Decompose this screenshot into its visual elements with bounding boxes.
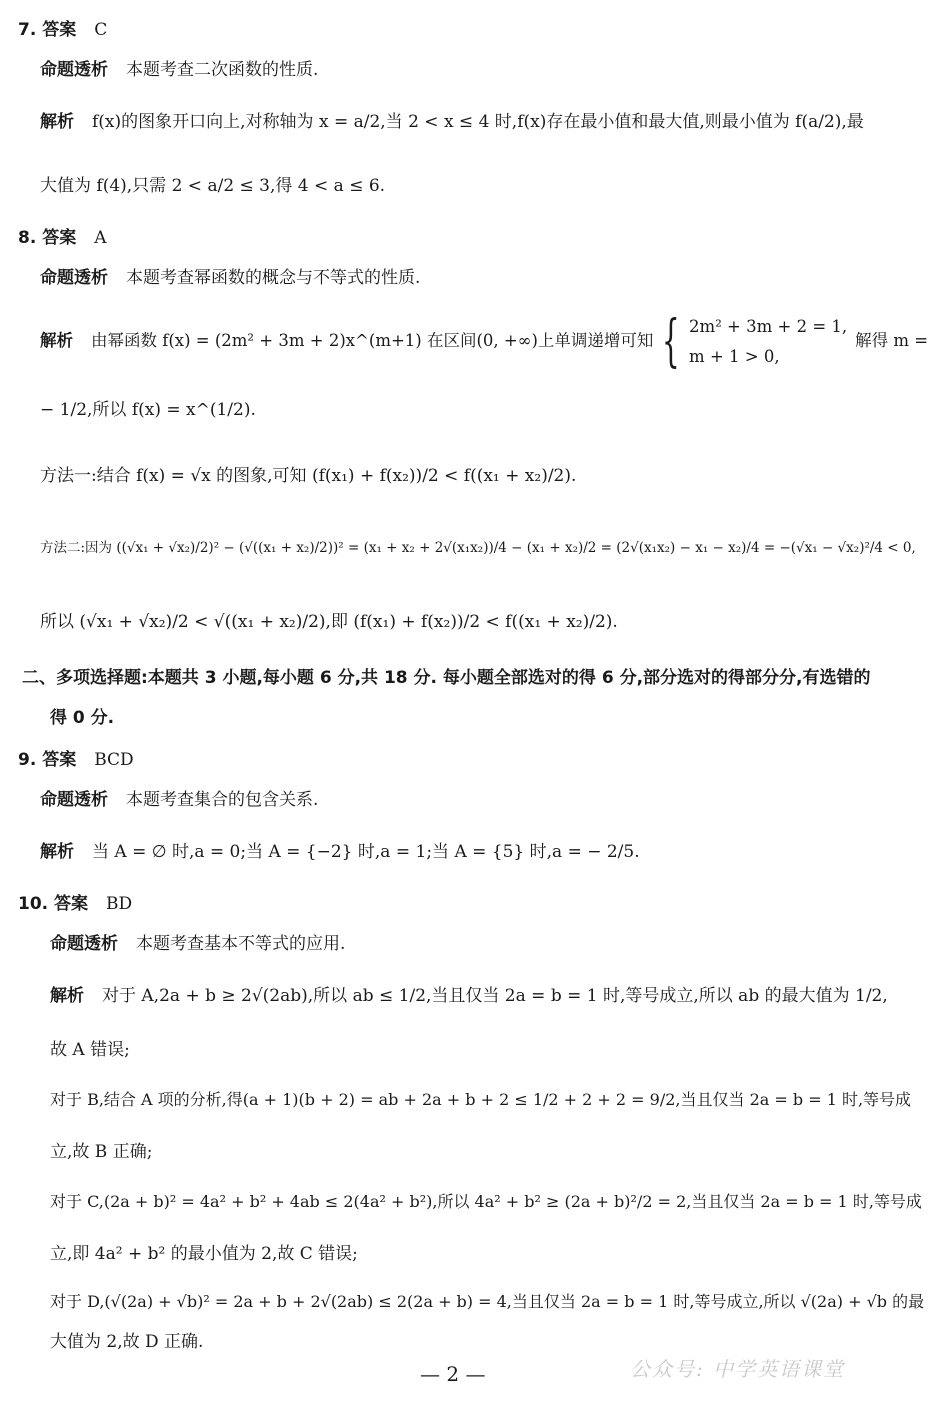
q7-label: 7. 答案 — [18, 20, 77, 40]
section2-title-cont: 得 0 分. — [50, 708, 115, 728]
q10-analysis-label: 解析 — [50, 986, 84, 1006]
q8-analysis-label: 解析 — [40, 331, 73, 351]
q8-method2-conclusion: 所以 (√x₁ + √x₂)/2 < √((x₁ + x₂)/2),即 (f(x₁) + f(x₂))/2 < f((x₁ + x₂)/2). — [40, 612, 618, 632]
q8-analysis-line1 — [40, 308, 929, 374]
q7-intent-label: 命题透析 — [40, 60, 108, 80]
q10-intent-text: 本题考查基本不等式的应用. — [136, 934, 346, 954]
q10-a-line2: 故 A 错误; — [50, 1040, 130, 1060]
q8-system-row2: m + 1 > 0, — [689, 346, 780, 366]
q10-d-line1: 对于 D,(√(2a) + √b)² = 2a + b + 2√(2ab) ≤ 2(2a + b) = 4,当且仅当 2a = b = 1 时,等号成立,所以 √(2a) + √b 的最 — [50, 1292, 925, 1311]
page-number: — 2 — — [420, 1362, 486, 1386]
q8-analysis-text-1b: 解得 m = — [855, 331, 929, 351]
section2-title: 二、多项选择题:本题共 3 小题,每小题 6 分,共 18 分. 每小题全部选对的得 6 分,部分选对的得部分分,有选错的 — [22, 668, 871, 688]
q9-analysis — [40, 842, 640, 862]
q10-intent-label: 命题透析 — [50, 934, 118, 954]
q8-label: 8. 答案 — [18, 228, 77, 248]
q9-intent — [40, 790, 318, 810]
watermark: 公众号: 中学英语课堂 — [630, 1357, 846, 1381]
q10-b-line1: 对于 B,结合 A 项的分析,得(a + 1)(b + 2) = ab + 2a + b + 2 ≤ 1/2 + 2 + 2 = 9/2,当且仅当 2a = b = 1 时,等号成 — [50, 1090, 912, 1109]
q10-intent — [50, 934, 345, 954]
q7-header — [18, 20, 107, 40]
q7-analysis-label: 解析 — [40, 112, 74, 132]
q10-d-line2: 大值为 2,故 D 正确. — [50, 1332, 204, 1352]
q10-analysis-a1 — [50, 986, 888, 1006]
q7-analysis-text-1: f(x)的图象开口向上,对称轴为 x = a/2,当 2 < x ≤ 4 时,f(x)存在最小值和最大值,则最小值为 f(a/2),最 — [92, 112, 864, 132]
q9-intent-text: 本题考查集合的包含关系. — [126, 790, 319, 810]
q8-intent — [40, 268, 420, 288]
q8-intent-text: 本题考查幂函数的概念与不等式的性质. — [126, 268, 421, 288]
q10-c-line1: 对于 C,(2a + b)² = 4a² + b² + 4ab ≤ 2(4a² + b²),所以 4a² + b² ≥ (2a + b)²/2 = 2,当且仅当 2a = b = 1 时,等号成 — [50, 1192, 922, 1211]
q9-analysis-label: 解析 — [40, 842, 74, 862]
q10-header — [18, 894, 132, 914]
q10-c-line2: 立,即 4a² + b² 的最小值为 2,故 C 错误; — [50, 1244, 358, 1264]
q7-intent — [40, 60, 318, 80]
q10-b-line2: 立,故 B 正确; — [50, 1142, 153, 1162]
q9-analysis-text: 当 A = ∅ 时,a = 0;当 A = {−2} 时,a = 1;当 A = {5} 时,a = − 2/5. — [92, 842, 640, 862]
q7-intent-text: 本题考查二次函数的性质. — [126, 60, 319, 80]
q10-answer: BD — [106, 894, 133, 914]
q7-analysis-line1 — [40, 112, 864, 132]
q9-intent-label: 命题透析 — [40, 790, 108, 810]
q8-method1: 方法一:结合 f(x) = √x 的图象,可知 (f(x₁) + f(x₂))/2 < f((x₁ + x₂)/2). — [40, 466, 577, 486]
q9-label: 9. 答案 — [18, 750, 77, 770]
q8-header — [18, 228, 107, 248]
q7-answer: C — [94, 20, 108, 40]
q10-label: 10. 答案 — [18, 894, 89, 914]
q9-header — [18, 750, 134, 770]
q8-analysis-line2: − 1/2,所以 f(x) = x^(1/2). — [40, 400, 256, 420]
q8-intent-label: 命题透析 — [40, 268, 108, 288]
q7-analysis-line2: 大值为 f(4),只需 2 < a/2 ≤ 3,得 4 < a ≤ 6. — [40, 176, 386, 196]
q10-a-line1: 对于 A,2a + b ≥ 2√(2ab),所以 ab ≤ 1/2,当且仅当 2a = b = 1 时,等号成立,所以 ab 的最大值为 1/2, — [102, 986, 888, 1006]
q9-answer: BCD — [94, 750, 134, 770]
q8-system-row1: 2m² + 3m + 2 = 1, — [689, 317, 848, 336]
q8-method2: 方法二:因为 ((√x₁ + √x₂)/2)² − (√((x₁ + x₂)/2))² = (x₁ + x₂ + 2√(x₁x₂))/4 − (x₁ + x₂)/2 = (2√(x₁x₂) − x₁ − x₂)/4 = −(√x₁ − √x₂)²/4 < 0, — [40, 540, 916, 556]
system-brace: { — [662, 308, 681, 374]
q8-system — [689, 312, 847, 371]
q8-answer: A — [94, 228, 107, 248]
q8-analysis-text-1a: 由幂函数 f(x) = (2m² + 3m + 2)x^(m+1) 在区间(0, +∞)上单调递增可知 — [91, 331, 654, 351]
